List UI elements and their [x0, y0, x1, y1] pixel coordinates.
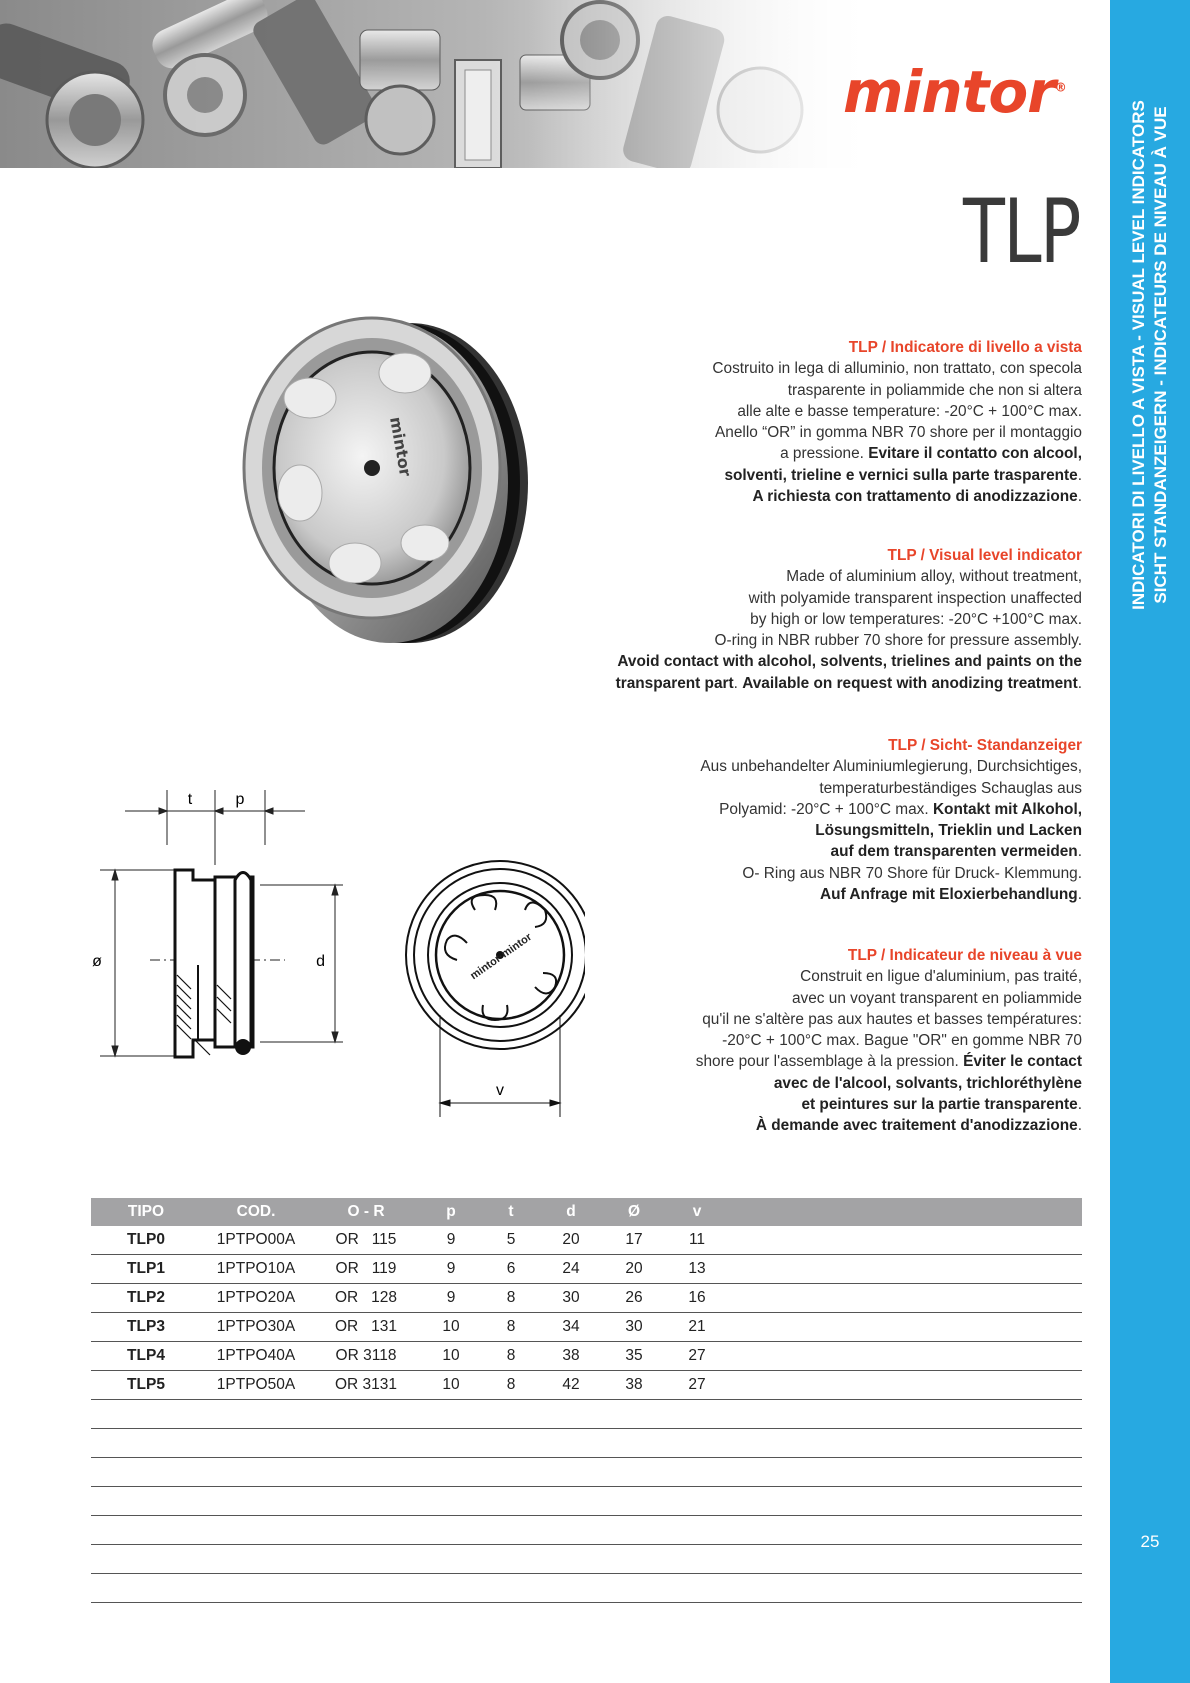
cell-diameter: 26 [601, 1284, 667, 1313]
cell-cod: 1PTPO40A [201, 1342, 311, 1371]
dim-label-d: d [316, 953, 325, 970]
line-french: avec de l'alcool, solvants, trichloréthylène [773, 1074, 1082, 1092]
line-italian: A richiesta con trattamento di anodizzazione. [752, 488, 1082, 506]
cell-diameter: 30 [601, 1313, 667, 1342]
description-german [522, 735, 1082, 905]
line-italian: Costruito in lega di alluminio, non trattato, con specola [712, 360, 1082, 378]
line-german: Aus unbehandelter Aluminiumlegierung, Durchsichtiges, [700, 758, 1082, 776]
specification-table [91, 1198, 1082, 1603]
cell-tipo: TLP0 [91, 1226, 201, 1255]
line-german: O- Ring aus NBR 70 Shore für Druck- Klemmung. [742, 864, 1082, 882]
cell-or: OR 3118 [311, 1342, 421, 1371]
cell-d: 20 [541, 1226, 601, 1255]
table-row-empty [91, 1458, 1082, 1487]
table-row-empty [91, 1429, 1082, 1458]
logo-text: mintor [843, 58, 1055, 126]
category-line-1: INDICATORI DI LIVELLO A VISTA - VISUAL LEVEL INDICATORS [1129, 100, 1148, 610]
cell-cod: 1PTPO20A [201, 1284, 311, 1313]
cell-tipo: TLP2 [91, 1284, 201, 1313]
cell-empty [727, 1255, 1082, 1284]
column-header: t [481, 1198, 541, 1226]
cell-p: 10 [421, 1342, 481, 1371]
cell-d: 24 [541, 1255, 601, 1284]
column-header: O - R [311, 1198, 421, 1226]
table-row [91, 1313, 1082, 1342]
line-english: Avoid contact with alcohol, solvents, trielines and paints on the [617, 653, 1082, 671]
table-row [91, 1371, 1082, 1400]
cell-t: 5 [481, 1226, 541, 1255]
table-row [91, 1342, 1082, 1371]
cell-t: 6 [481, 1255, 541, 1284]
cell-p: 9 [421, 1255, 481, 1284]
description-french [522, 945, 1082, 1137]
page-number: 25 [1140, 1532, 1160, 1551]
cell-tipo: TLP3 [91, 1313, 201, 1342]
cell-v: 27 [667, 1371, 727, 1400]
line-english: with polyamide transparent inspection unaffected [748, 589, 1082, 607]
technical-drawing-front [395, 855, 585, 1125]
dim-label-diameter: ø [92, 953, 102, 970]
line-italian: alle alte e basse temperature: -20°C + 100°C max. [737, 402, 1082, 420]
line-english: by high or low temperatures: -20°C +100°C max. [750, 610, 1082, 628]
column-header: Ø [601, 1198, 667, 1226]
cell-empty [727, 1371, 1082, 1400]
cell-v: 11 [667, 1226, 727, 1255]
dim-label-t: t [187, 791, 193, 808]
registered-mark: ® [1054, 80, 1066, 95]
line-german: Auf Anfrage mit Eloxierbehandlung. [820, 886, 1082, 904]
line-italian: trasparente in poliammide che non si altera [787, 381, 1082, 399]
mintor-logo [843, 58, 1066, 126]
cell-t: 8 [481, 1371, 541, 1400]
cell-tipo: TLP4 [91, 1342, 201, 1371]
description-english [482, 545, 1082, 694]
cell-tipo: TLP5 [91, 1371, 201, 1400]
cell-p: 10 [421, 1313, 481, 1342]
heading-german: TLP / Sicht- Standanzeiger [888, 737, 1082, 754]
table-row-empty [91, 1516, 1082, 1545]
cell-diameter: 20 [601, 1255, 667, 1284]
cell-tipo: TLP1 [91, 1255, 201, 1284]
line-english: Made of aluminium alloy, without treatment, [786, 568, 1082, 586]
cell-p: 10 [421, 1371, 481, 1400]
front-mark-text: mintor·mintor [468, 931, 535, 983]
dim-label-v: v [496, 1082, 504, 1099]
line-french: -20°C + 100°C max. Bague "OR" en gomme NBR 70 [722, 1032, 1082, 1050]
line-english: O-ring in NBR rubber 70 shore for pressure assembly. [714, 632, 1082, 650]
column-header: d [541, 1198, 601, 1226]
cell-or: OR 115 [311, 1226, 421, 1255]
line-french: et peintures sur la partie transparente. [801, 1096, 1082, 1114]
column-header: p [421, 1198, 481, 1226]
line-french: avec un voyant transparent en poliammide [791, 989, 1082, 1007]
cell-or: OR 119 [311, 1255, 421, 1284]
cell-empty [727, 1284, 1082, 1313]
line-french: Construit en ligue d'aluminium, pas traité, [800, 968, 1082, 986]
cell-or: OR 128 [311, 1284, 421, 1313]
cell-cod: 1PTPO00A [201, 1226, 311, 1255]
heading-english: TLP / Visual level indicator [887, 547, 1082, 564]
table-header-row [91, 1198, 1082, 1226]
line-italian: a pressione. Evitare il contatto con alcool, [780, 445, 1082, 463]
cell-cod: 1PTPO10A [201, 1255, 311, 1284]
table-row-empty [91, 1400, 1082, 1429]
line-german: Polyamid: -20°C + 100°C max. Kontakt mit Alkohol, [719, 800, 1082, 818]
technical-drawing-side [85, 785, 365, 1115]
table-row [91, 1284, 1082, 1313]
column-header-empty [727, 1198, 1082, 1226]
line-italian: Anello “OR” in gomma NBR 70 shore per il montaggio [715, 424, 1082, 442]
category-line-2: SICHT STANDANZEIGERN - INDICATEURS DE NIVEAU À VUE [1151, 106, 1170, 604]
cell-d: 34 [541, 1313, 601, 1342]
header-banner-photo [0, 0, 880, 168]
cell-v: 27 [667, 1342, 727, 1371]
cell-v: 16 [667, 1284, 727, 1313]
category-sidebar-label [1128, 25, 1172, 685]
photo-mark-text: mintor [386, 415, 416, 478]
column-header: TIPO [91, 1198, 201, 1226]
line-french: À demande avec traitement d'anodizzazione. [755, 1117, 1082, 1135]
cell-or: OR 3131 [311, 1371, 421, 1400]
column-header: COD. [201, 1198, 311, 1226]
column-header: v [667, 1198, 727, 1226]
cell-diameter: 17 [601, 1226, 667, 1255]
cell-d: 38 [541, 1342, 601, 1371]
cell-empty [727, 1226, 1082, 1255]
cell-cod: 1PTPO30A [201, 1313, 311, 1342]
line-german: auf dem transparenten vermeiden. [830, 843, 1082, 861]
cell-d: 42 [541, 1371, 601, 1400]
line-italian: solventi, trieline e vernici sulla parte trasparente. [724, 466, 1082, 484]
table-row-empty [91, 1574, 1082, 1603]
cell-t: 8 [481, 1342, 541, 1371]
line-german: temperaturbeständiges Schauglas aus [819, 779, 1082, 797]
cell-t: 8 [481, 1313, 541, 1342]
cell-diameter: 35 [601, 1342, 667, 1371]
line-french: qu'il ne s'altère pas aux hautes et basses températures: [702, 1010, 1082, 1028]
cell-t: 8 [481, 1284, 541, 1313]
cell-p: 9 [421, 1226, 481, 1255]
cell-v: 21 [667, 1313, 727, 1342]
cell-d: 30 [541, 1284, 601, 1313]
table-row-empty [91, 1545, 1082, 1574]
cell-p: 9 [421, 1284, 481, 1313]
cell-v: 13 [667, 1255, 727, 1284]
product-title: TLP [963, 180, 1080, 283]
cell-cod: 1PTPO50A [201, 1371, 311, 1400]
heading-italian: TLP / Indicatore di livello a vista [848, 339, 1082, 356]
table-row [91, 1255, 1082, 1284]
line-english: transparent part. Available on request with anodizing treatment. [615, 674, 1082, 692]
line-french: shore pour l'assemblage à la pression. Éviter le contact [695, 1053, 1082, 1071]
cell-empty [727, 1313, 1082, 1342]
cell-empty [727, 1342, 1082, 1371]
dim-label-p: p [235, 791, 245, 808]
heading-french: TLP / Indicateur de niveau à vue [847, 947, 1082, 964]
cell-or: OR 131 [311, 1313, 421, 1342]
description-italian [522, 337, 1082, 507]
table-row [91, 1226, 1082, 1255]
line-german: Lösungsmitteln, Trieklin und Lacken [815, 822, 1082, 840]
table-row-empty [91, 1487, 1082, 1516]
cell-diameter: 38 [601, 1371, 667, 1400]
